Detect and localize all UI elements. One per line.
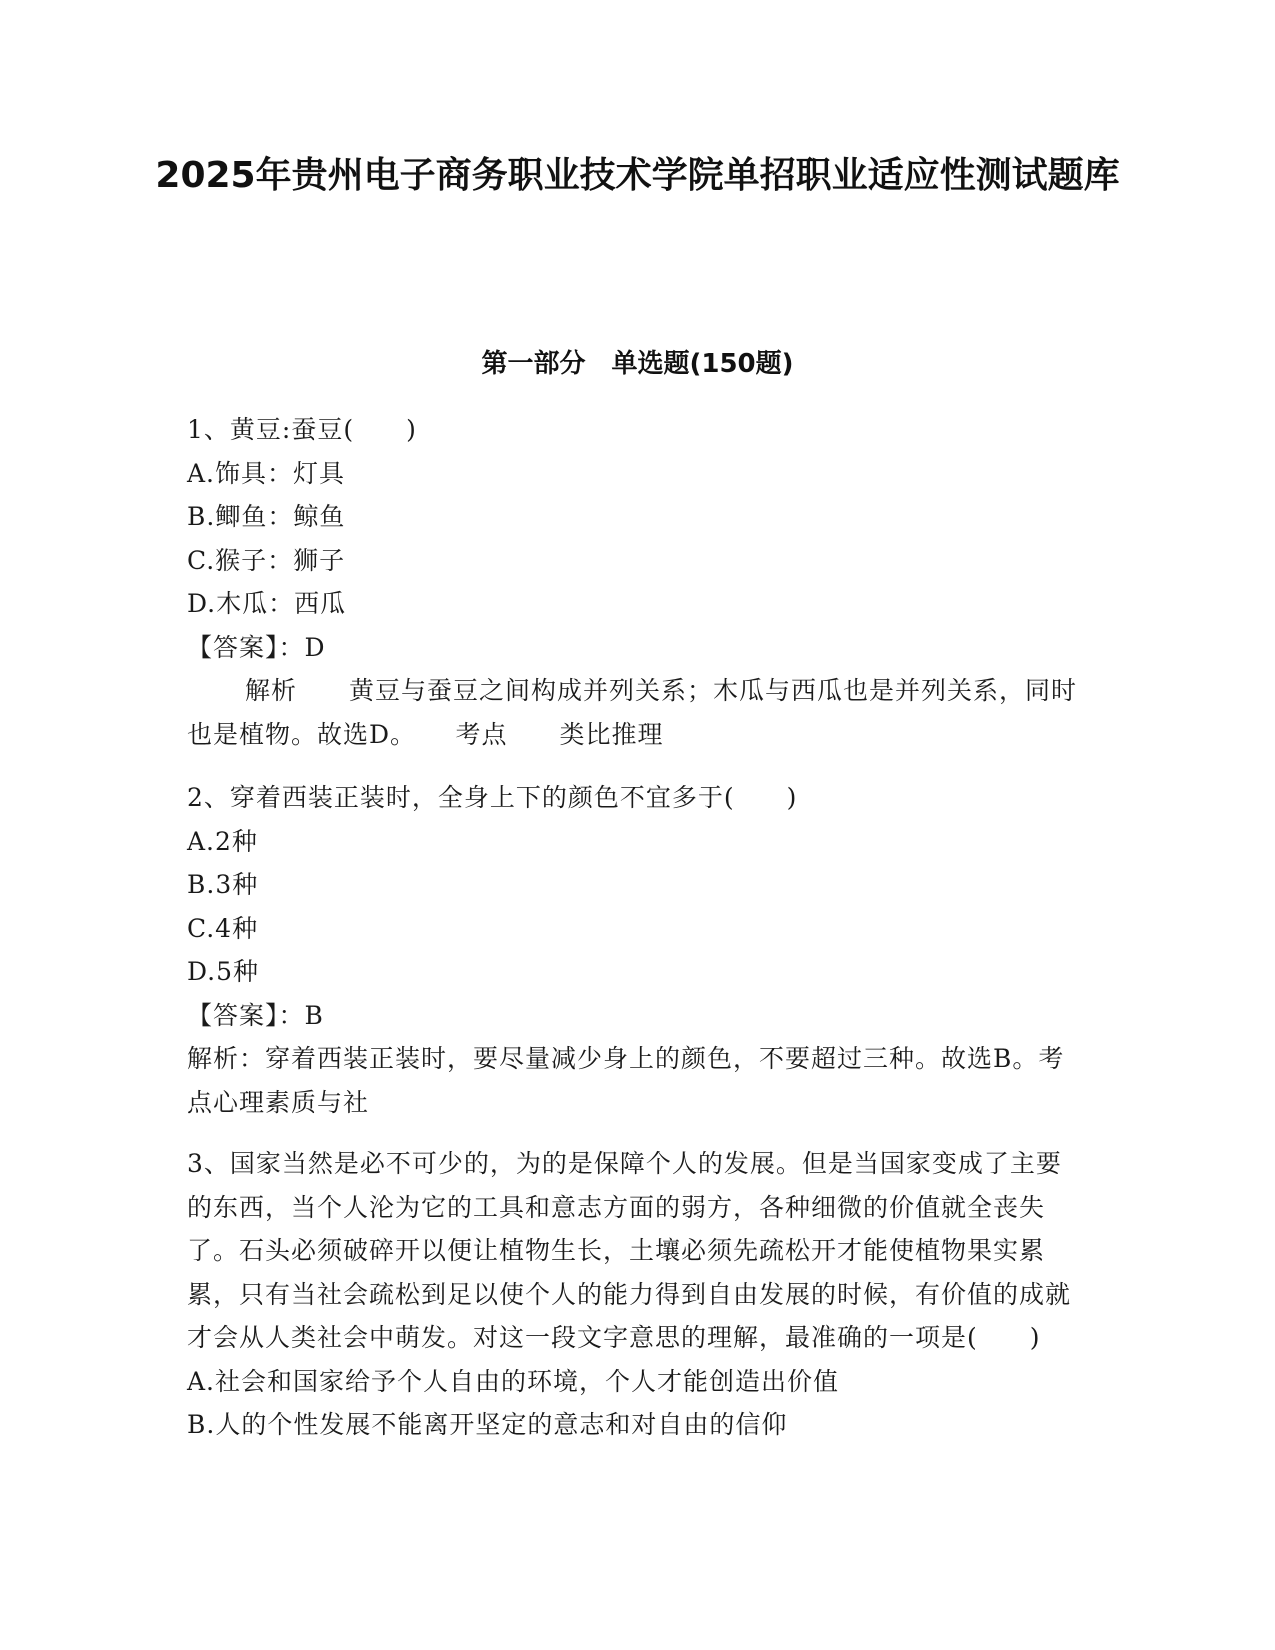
section-heading: 第一部分 单选题(150题): [481, 349, 794, 379]
option-b: B.鲫鱼：鲸鱼: [187, 502, 346, 531]
answer: 【答案】：B: [187, 1000, 324, 1030]
option-d: D.木瓜：西瓜: [187, 589, 347, 618]
question-stem: 3、国家当然是必不可少的，为的是保障个人的发展。但是当国家变成了主要的东西，当个人沦为它的工具和意志方面的弱方，各种细微的价值就全丧失了。石头必须破碎开以便让植物生长，土壤必须先疏松开才能使植物果实累累，只有当社会疏松到足以使个人的能力得到自由发展的时候，有价值的成就才会从人类社会中萌发。对这一段文字意思的理解，最准确的一项是( ): [187, 1149, 1072, 1352]
analysis: 解析 黄豆与蚕豆之间构成并列关系；木瓜与西瓜也是并列关系，同时也是植物。故选D。 考点 类比推理: [187, 676, 1078, 749]
option-a: A.饰具：灯具: [187, 458, 346, 488]
question-1: [187, 408, 1077, 756]
analysis: 解析：穿着西装正装时，要尽量减少身上的颜色，不要超过三种。故选B。考点心理素质与社: [187, 1044, 1065, 1117]
option-d: D.5种: [187, 957, 260, 986]
option-b: B.人的个性发展不能离开坚定的意志和对自由的信仰: [187, 1410, 788, 1439]
question-2: [187, 776, 1077, 1124]
option-c: C.猴子：狮子: [187, 545, 346, 575]
question-3: [187, 1142, 1077, 1447]
question-stem: 2、穿着西装正装时，全身上下的颜色不宜多于( ): [187, 783, 798, 812]
document-title: 2025年贵州电子商务职业技术学院单招职业适应性测试题库: [155, 155, 1120, 196]
option-a: A.社会和国家给予个人自由的环境，个人才能创造出价值: [187, 1366, 840, 1396]
question-stem: 1、黄豆:蚕豆( ): [187, 415, 417, 444]
answer: 【答案】：D: [187, 632, 326, 662]
option-a: A.2种: [187, 826, 258, 856]
option-c: C.4种: [187, 913, 259, 943]
option-b: B.3种: [187, 870, 259, 899]
